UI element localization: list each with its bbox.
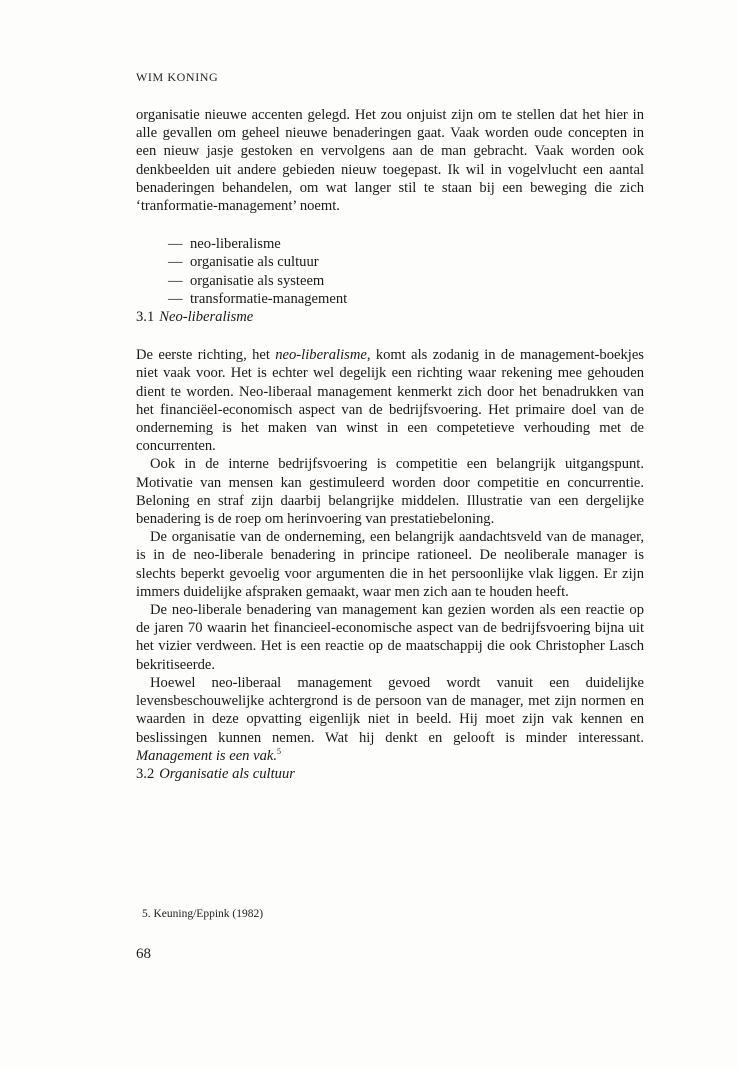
list-item bbox=[168, 235, 644, 253]
body-paragraph-4: De neo-liberale benadering van management kan gezien worden als een reactie op de jaren 70 waarin het financieel-economische aspect van de bedrijfsvoering bijna uit het vizier verdween. Het is een reactie op de maatschappij die ook Christopher Lasch bekritiseerde. bbox=[136, 602, 644, 673]
section-heading-organisatie-als-cultuur bbox=[136, 765, 644, 783]
body-paragraph-2: Ook in de interne bedrijfsvoering is competitie een belangrijk uitgangspunt. Motivatie van mensen kan gestimuleerd worden door competitie en concurrentie. Beloning en straf zijn daarbij belangrijke middelen. Illustratie van een dergelijke benadering is de roep om herinvoering van prestatiebeloning. bbox=[136, 456, 644, 528]
section-title: Neo-liberalisme bbox=[159, 309, 254, 326]
approaches-list bbox=[168, 235, 644, 308]
list-dash: — bbox=[168, 290, 183, 307]
body-paragraph-5 bbox=[136, 674, 644, 765]
body-paragraph-1 bbox=[136, 346, 644, 455]
running-head: WIM KONING bbox=[136, 70, 219, 84]
section-number: 3.1 bbox=[136, 309, 155, 326]
list-dash: — bbox=[168, 254, 183, 271]
list-item bbox=[168, 290, 644, 308]
list-item bbox=[168, 272, 644, 290]
paragraph-text: De eerste richting, het bbox=[136, 347, 276, 364]
footnote-reference: 5 bbox=[277, 746, 282, 756]
list-item-label: organisatie als cultuur bbox=[190, 254, 319, 271]
emphasis-phrase: Management is een vak. bbox=[136, 747, 278, 764]
page-number: 68 bbox=[136, 946, 151, 962]
section-title: Organisatie als cultuur bbox=[159, 765, 295, 782]
list-dash: — bbox=[168, 272, 183, 289]
paragraph-text: Hoewel neo-liberaal management gevoed wordt vanuit een duidelijke levensbeschouwelijke achtergrond is de persoon van de manager, met zijn normen en waarden in deze opvatting eigenlijk niet in beeld. Hij moet zijn vak kennen en beslissingen kunnen nemen. Wat hij denkt en gelooft is minder interessant. bbox=[136, 674, 644, 746]
section-number: 3.2 bbox=[136, 765, 155, 782]
list-item bbox=[168, 253, 644, 271]
list-dash: — bbox=[168, 236, 183, 253]
intro-paragraph: organisatie nieuwe accenten gelegd. Het zou onjuist zijn om te stellen dat het hier in alle gevallen om geheel nieuwe benaderingen gaat. Vaak worden oude concepten in een nieuw jasje gestoken en vervolgens aan de man gebracht. Vaak worden ook denkbeelden uit andere gebieden nieuw toegepast. Ik wil in vogelvlucht een aantal benaderingen behandelen, om wat langer stil te staan bij een beweging die zich ‘tranformatie-management’ noemt. bbox=[136, 107, 644, 215]
section-heading-neo-liberalisme bbox=[136, 308, 644, 326]
list-item-label: organisatie als systeem bbox=[190, 272, 325, 289]
body-paragraph-3: De organisatie van de onderneming, een belangrijk aandachtsveld van de manager, is in de neo-liberale benadering in principe rationeel. De neoliberale manager is slechts beperkt gevoelig voor argumenten die in het persoonlijke vlak liggen. Er zijn immers duidelijke afspraken gemaakt, waar men zich aan te houden heeft. bbox=[136, 529, 644, 600]
list-item-label: neo-liberalisme bbox=[190, 236, 281, 253]
list-item-label: transformatie-management bbox=[190, 290, 348, 307]
page-body bbox=[136, 106, 644, 783]
emphasis-term: neo-liberalisme bbox=[275, 347, 367, 364]
footnote: 5. Keuning/Eppink (1982) bbox=[142, 908, 264, 920]
paragraph-text: , komt als zodanig in de management-boekjes niet vaak voor. Het is echter wel degelijk een richting waar rekening mee gehouden dient te worden. Neo-liberaal management kenmerkt zich door het benadrukken van het financiëel-economisch aspect van de bedrijfsvoering. Het primaire doel van de onderneming is het maken van winst in een competetieve verhouding met de concurrenten. bbox=[136, 347, 644, 455]
